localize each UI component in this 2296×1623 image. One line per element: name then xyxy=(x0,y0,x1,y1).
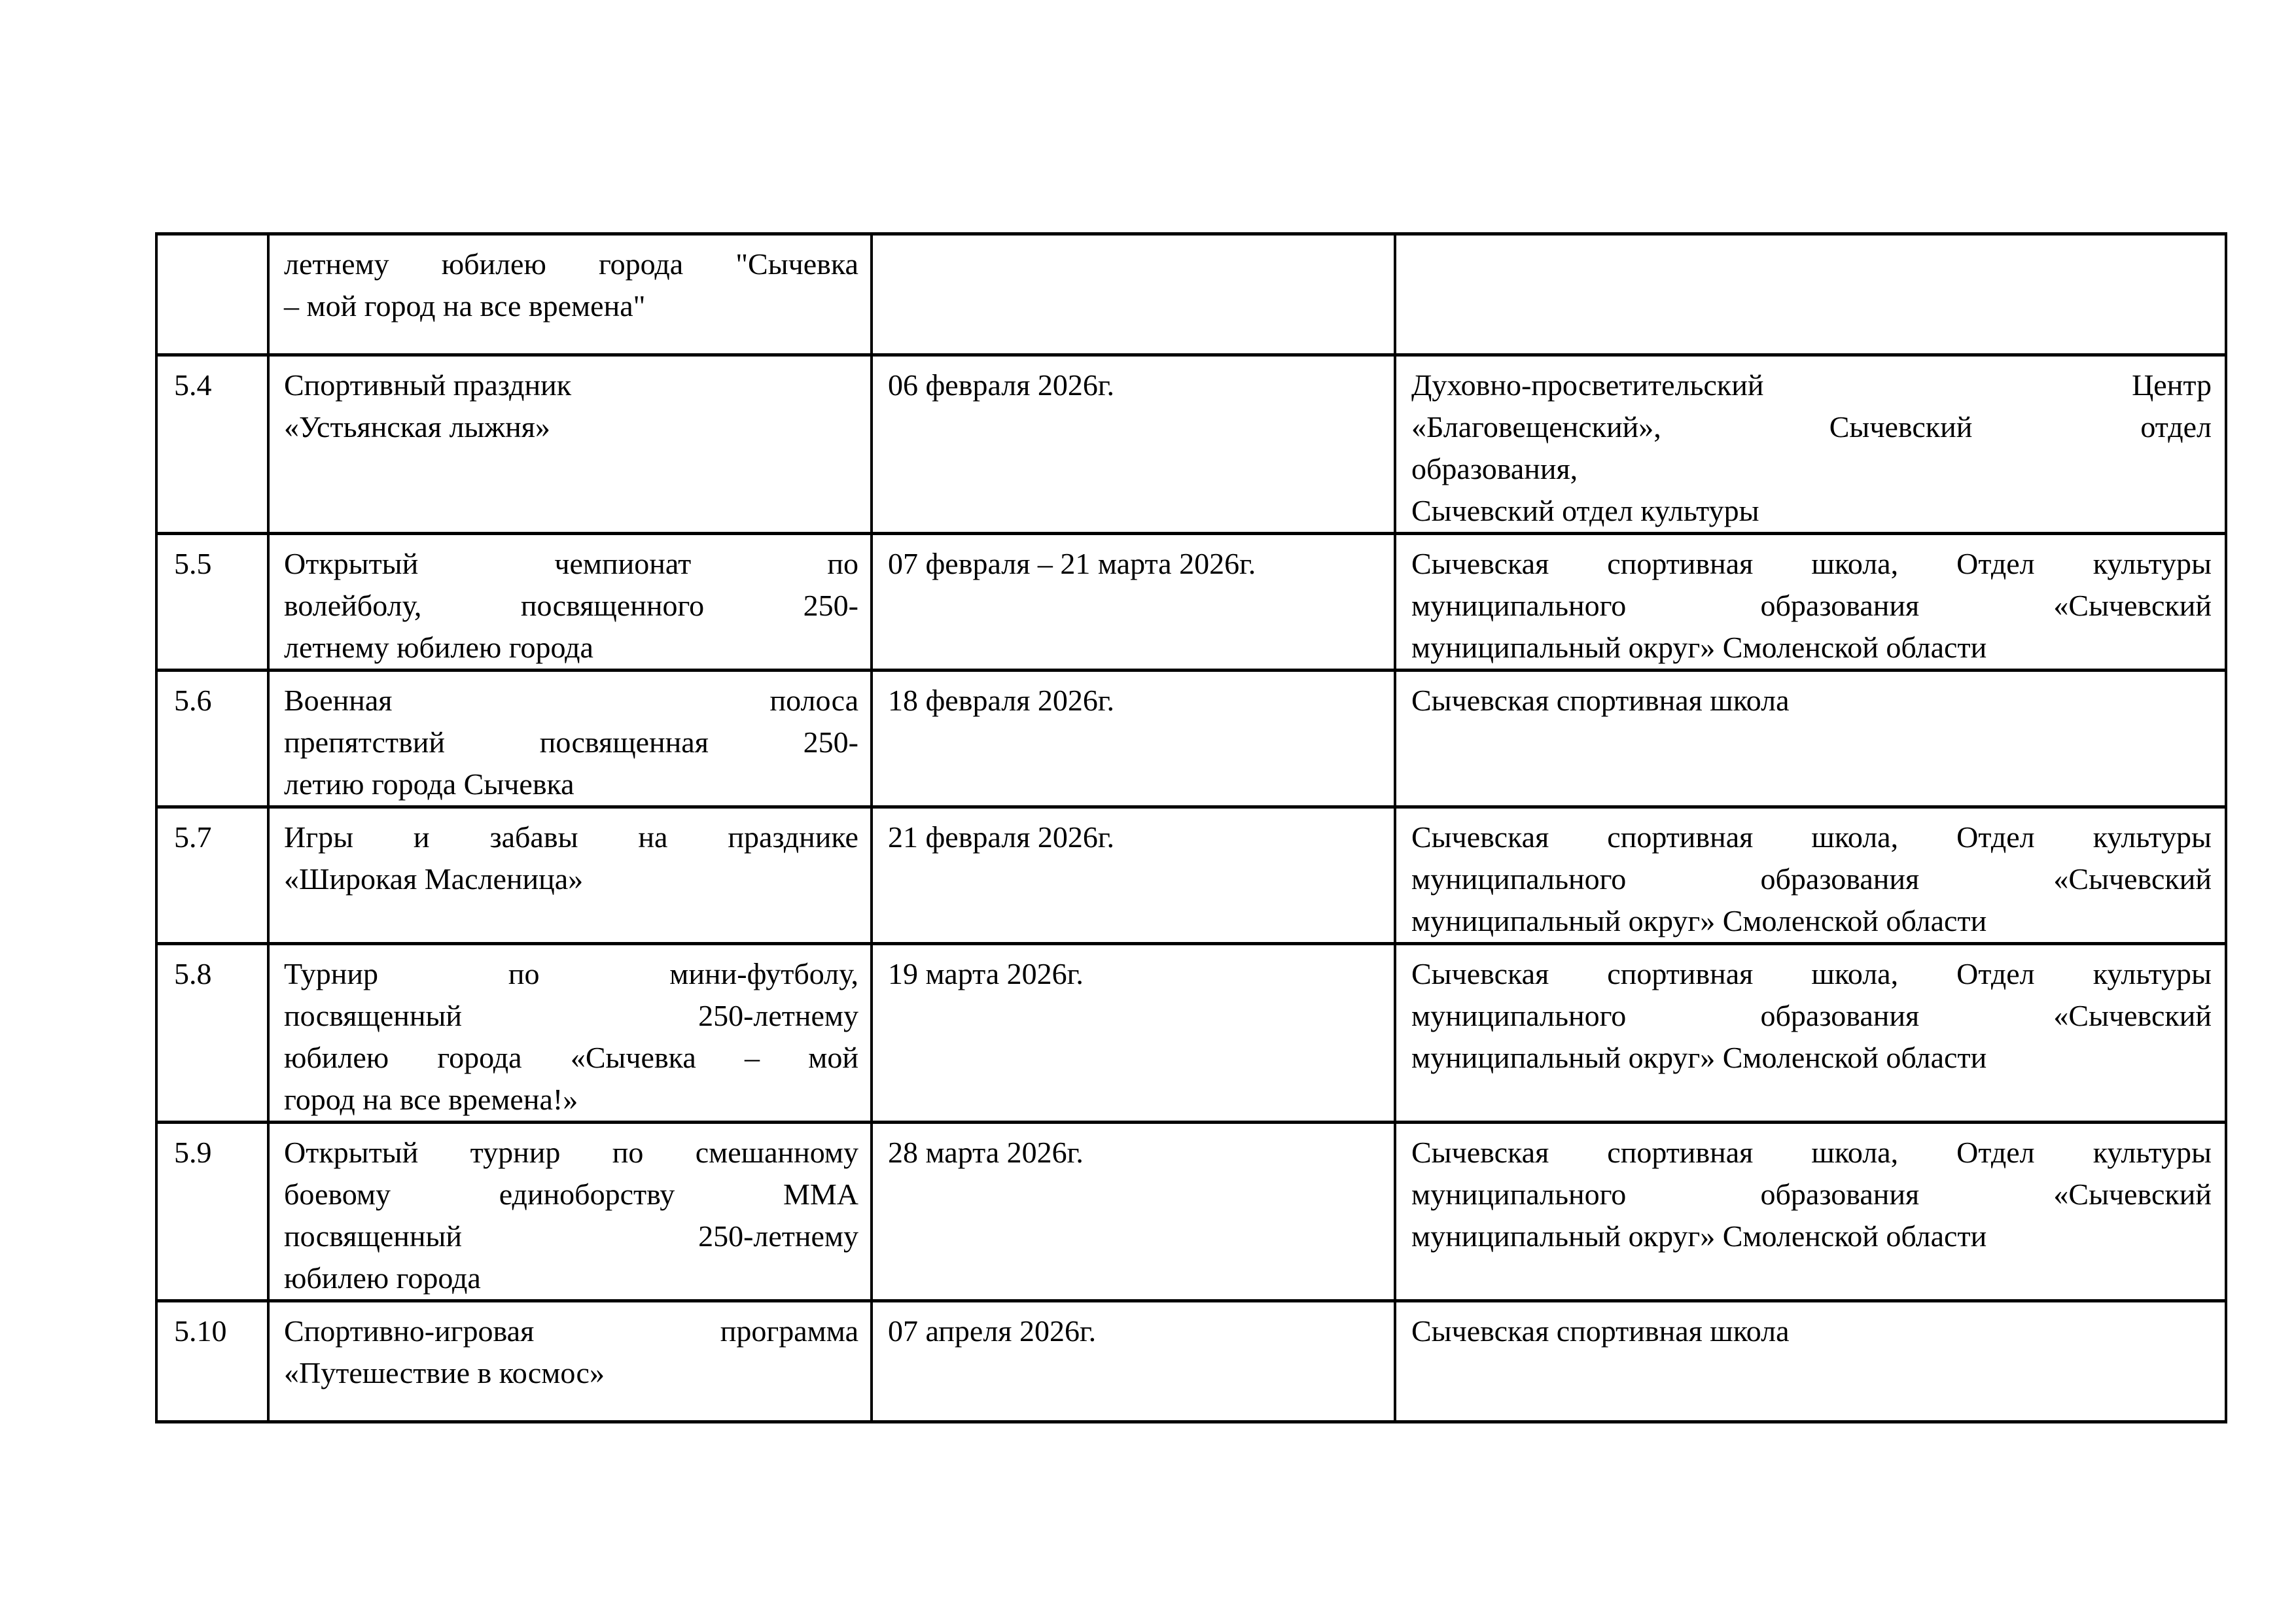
text-line: летию города Сычевка xyxy=(284,767,574,801)
word: муниципального xyxy=(1411,1178,1627,1211)
text-line xyxy=(1411,1174,2212,1215)
cell-event xyxy=(268,1123,872,1301)
word: по xyxy=(827,547,858,580)
word: муниципального xyxy=(1411,999,1627,1032)
word: программа xyxy=(720,1314,858,1348)
cell-date xyxy=(872,534,1395,671)
word: летнему xyxy=(284,247,389,281)
cell-date xyxy=(872,671,1395,807)
word: муниципального xyxy=(1411,589,1627,622)
schedule-table xyxy=(155,232,2227,1423)
word: образования xyxy=(1760,999,1920,1032)
text-line: образования, xyxy=(1411,452,1578,485)
word: Открытый xyxy=(284,1136,419,1169)
word: спортивная xyxy=(1607,547,1754,580)
text-line: 28 марта 2026г. xyxy=(888,1136,1084,1169)
cell-date xyxy=(872,807,1395,944)
text-line: «Широкая Масленица» xyxy=(284,862,584,896)
text-line xyxy=(1411,543,2212,585)
word: 250- xyxy=(803,725,858,759)
cell-org xyxy=(1395,807,2226,944)
word: полоса xyxy=(769,684,858,717)
text-line: 5.10 xyxy=(174,1314,227,1348)
text-line xyxy=(284,585,858,627)
word: «Сычевский xyxy=(2053,589,2212,622)
word: спортивная xyxy=(1607,1136,1754,1169)
word: 250-летнему xyxy=(698,999,858,1032)
table-row xyxy=(156,807,2226,944)
word: посвященного xyxy=(520,589,705,622)
cell-event xyxy=(268,944,872,1123)
cell-event xyxy=(268,1301,872,1422)
word: мой xyxy=(808,1041,858,1074)
cell-event xyxy=(268,807,872,944)
word: боевому xyxy=(284,1178,391,1211)
text-line: 07 апреля 2026г. xyxy=(888,1314,1097,1348)
word: образования xyxy=(1760,862,1920,896)
cell-number xyxy=(156,1301,268,1422)
cell-number xyxy=(156,1123,268,1301)
word: Сычевская xyxy=(1411,1136,1549,1169)
word: «Сычевский xyxy=(2053,862,2212,896)
cell-number xyxy=(156,807,268,944)
text-line: 5.4 xyxy=(174,368,212,402)
word: школа, xyxy=(1811,547,1899,580)
cell-org xyxy=(1395,1123,2226,1301)
cell-date xyxy=(872,234,1395,355)
text-line xyxy=(284,953,858,995)
word: смешанному xyxy=(695,1136,858,1169)
word: 250- xyxy=(803,589,858,622)
text-line: юбилею города xyxy=(284,1261,481,1295)
cell-number xyxy=(156,355,268,534)
word: Отдел xyxy=(1956,1136,2035,1169)
text-line xyxy=(1411,406,2212,448)
cell-date xyxy=(872,944,1395,1123)
text-line xyxy=(284,243,858,285)
text-line: 06 февраля 2026г. xyxy=(888,368,1115,402)
text-line: 18 февраля 2026г. xyxy=(888,684,1115,717)
cell-number xyxy=(156,534,268,671)
text-line xyxy=(284,1215,858,1257)
word: ММА xyxy=(783,1178,858,1211)
word: Открытый xyxy=(284,547,419,580)
word: Сычевский xyxy=(1829,410,1973,444)
word: юбилею xyxy=(441,247,546,281)
word: Отдел xyxy=(1956,820,2035,854)
text-line: 5.8 xyxy=(174,957,212,990)
word: юбилею xyxy=(284,1041,389,1074)
word: Турнир xyxy=(284,957,379,990)
text-line xyxy=(1411,995,2212,1037)
word: мини-футболу, xyxy=(669,957,858,990)
text-line xyxy=(284,1174,858,1215)
word: образования xyxy=(1760,589,1920,622)
word: отдел xyxy=(2140,410,2212,444)
word: Игры xyxy=(284,820,353,854)
word: волейболу, xyxy=(284,589,422,622)
text-line: муниципальный округ» Смоленской области xyxy=(1411,1219,1987,1253)
cell-date xyxy=(872,355,1395,534)
text-line: город на все времена!» xyxy=(284,1083,578,1116)
cell-number xyxy=(156,944,268,1123)
word: культуры xyxy=(2093,547,2212,580)
cell-org xyxy=(1395,671,2226,807)
word: препятствий xyxy=(284,725,445,759)
table-row xyxy=(156,1301,2226,1422)
word: – xyxy=(744,1041,760,1074)
text-line xyxy=(284,816,858,858)
text-line: Сычевская спортивная школа xyxy=(1411,684,1790,717)
table-row xyxy=(156,671,2226,807)
word: «Сычевка xyxy=(570,1041,696,1074)
cell-event xyxy=(268,671,872,807)
cell-event xyxy=(268,234,872,355)
text-line: 5.5 xyxy=(174,547,212,580)
cell-org xyxy=(1395,534,2226,671)
text-line: летнему юбилею города xyxy=(284,631,593,664)
cell-org xyxy=(1395,944,2226,1123)
word: культуры xyxy=(2093,820,2212,854)
word: «Сычевский xyxy=(2053,1178,2212,1211)
text-line xyxy=(284,1132,858,1174)
word: «Благовещенский», xyxy=(1411,410,1661,444)
word: города xyxy=(598,247,684,281)
text-line: – мой город на все времена" xyxy=(284,289,646,323)
text-line xyxy=(284,1037,858,1079)
text-line: 5.9 xyxy=(174,1136,212,1169)
text-line xyxy=(1411,816,2212,858)
cell-number xyxy=(156,234,268,355)
text-line xyxy=(1411,858,2212,900)
text-line xyxy=(1411,1132,2212,1174)
word: школа, xyxy=(1811,820,1899,854)
word: "Сычевка xyxy=(735,247,858,281)
table-row xyxy=(156,944,2226,1123)
cell-org xyxy=(1395,1301,2226,1422)
word: Отдел xyxy=(1956,957,2035,990)
word: культуры xyxy=(2093,1136,2212,1169)
word: 250-летнему xyxy=(698,1219,858,1253)
text-line xyxy=(1411,364,2212,406)
word: Спортивно-игровая xyxy=(284,1314,535,1348)
cell-event xyxy=(268,534,872,671)
text-line: 5.6 xyxy=(174,684,212,717)
word: «Сычевский xyxy=(2053,999,2212,1032)
table-row xyxy=(156,355,2226,534)
word: Центр xyxy=(2132,368,2212,402)
text-line xyxy=(1411,953,2212,995)
cell-date xyxy=(872,1301,1395,1422)
word: школа, xyxy=(1811,957,1899,990)
word: посвященный xyxy=(284,999,463,1032)
word: культуры xyxy=(2093,957,2212,990)
word: Сычевская xyxy=(1411,820,1549,854)
text-line xyxy=(284,680,858,722)
word: посвященная xyxy=(539,725,709,759)
table-row xyxy=(156,534,2226,671)
word: на xyxy=(638,820,668,854)
text-line: Спортивный праздник xyxy=(284,368,572,402)
text-line: муниципальный округ» Смоленской области xyxy=(1411,1041,1987,1074)
text-line: Сычевская спортивная школа xyxy=(1411,1314,1790,1348)
schedule-table-body xyxy=(156,234,2226,1422)
text-line: Сычевский отдел культуры xyxy=(1411,494,1759,527)
text-line: муниципальный округ» Смоленской области xyxy=(1411,631,1987,664)
text-line: муниципальный округ» Смоленской области xyxy=(1411,904,1987,937)
word: по xyxy=(508,957,540,990)
cell-event xyxy=(268,355,872,534)
word: чемпионат xyxy=(554,547,692,580)
text-line: «Путешествие в космос» xyxy=(284,1356,605,1389)
word: спортивная xyxy=(1607,820,1754,854)
text-line: 19 марта 2026г. xyxy=(888,957,1084,990)
table-row xyxy=(156,1123,2226,1301)
word: единоборству xyxy=(499,1178,675,1211)
text-line xyxy=(1411,585,2212,627)
word: турнир xyxy=(470,1136,561,1169)
word: и xyxy=(413,820,430,854)
text-line: 21 февраля 2026г. xyxy=(888,820,1115,854)
text-line: 07 февраля – 21 марта 2026г. xyxy=(888,547,1256,580)
word: Сычевская xyxy=(1411,547,1549,580)
word: Отдел xyxy=(1956,547,2035,580)
word: спортивная xyxy=(1607,957,1754,990)
text-line xyxy=(284,1310,858,1352)
word: Сычевская xyxy=(1411,957,1549,990)
word: Военная xyxy=(284,684,393,717)
cell-number xyxy=(156,671,268,807)
table-row xyxy=(156,234,2226,355)
cell-org xyxy=(1395,234,2226,355)
word: по xyxy=(612,1136,644,1169)
cell-date xyxy=(872,1123,1395,1301)
word: посвященный xyxy=(284,1219,463,1253)
word: Духовно-просветительский xyxy=(1411,368,1764,402)
text-line: 5.7 xyxy=(174,820,212,854)
word: школа, xyxy=(1811,1136,1899,1169)
word: празднике xyxy=(728,820,858,854)
cell-org xyxy=(1395,355,2226,534)
text-line xyxy=(284,543,858,585)
text-line: «Устьянская лыжня» xyxy=(284,410,550,444)
text-line xyxy=(284,722,858,763)
text-line xyxy=(284,995,858,1037)
word: муниципального xyxy=(1411,862,1627,896)
word: образования xyxy=(1760,1178,1920,1211)
word: забавы xyxy=(489,820,578,854)
word: города xyxy=(437,1041,522,1074)
